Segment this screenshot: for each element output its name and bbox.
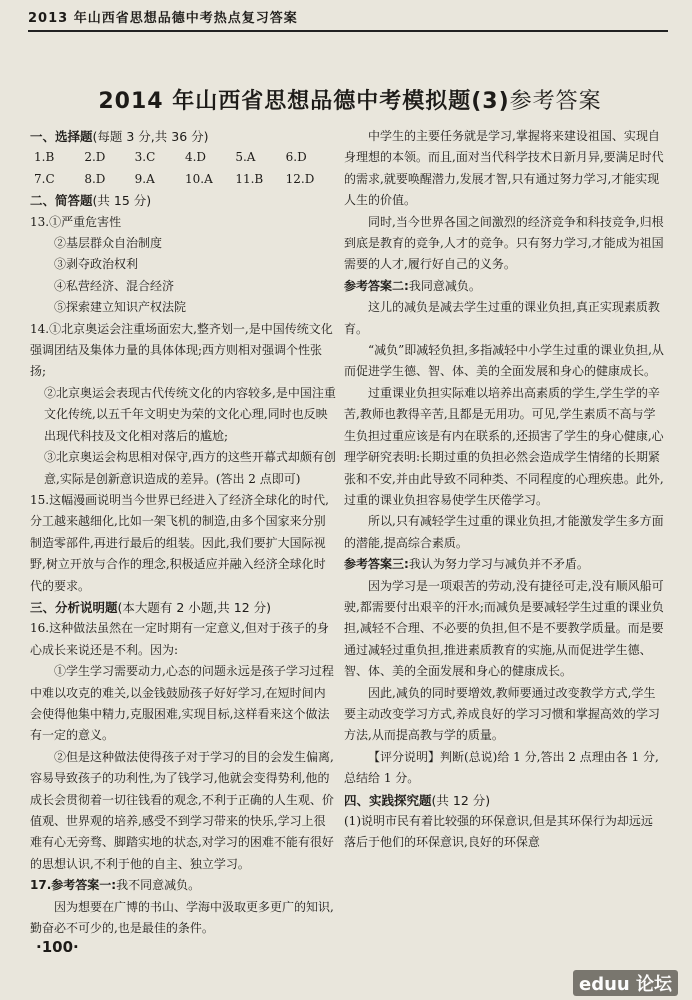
answer-item: 8.D [84, 171, 106, 186]
section-choice: 一、选择题(每题 3 分,共 36 分) [30, 129, 209, 144]
q17-answer: 17.参考答案一:我不同意减负。 [30, 878, 201, 893]
running-header: 2013 年山西省思想品德中考热点复习答案 [28, 8, 668, 32]
choice-answers [30, 147, 336, 190]
watermark-logo: eduu 论坛 [573, 970, 678, 996]
q13-line: ③剥夺政治权利 [54, 257, 139, 272]
answer-two: 参考答案二:我同意减负。 [344, 278, 481, 293]
q16-point: ②但是这种做法使得孩子对于学习的目的会发生偏离,容易导致孩子的功利性,为了钱学习,他就会变得势利,他的成长会贯彻着一切往钱看的观念,不利于正确的人生观、价值观、世界观的培养,感受不到学习带来的快乐,学习上很难有心无旁骛、脚踏实地的状态,对学习的困难不能有很好的思想认识,不利于他的自主、独立学习。 [30, 749, 334, 871]
answer-item: 2.D [84, 150, 106, 165]
paragraph: “减负”即减轻负担,多指减轻中小学生过重的课业负担,从而促进学生德、智、体、美的全面发展和身心的健康成长。 [344, 343, 664, 379]
paragraph: 中学生的主要任务就是学习,掌握将来建设祖国、实现自身理想的本领。而且,面对当代科学技术日新月异,要满足时代的需求,就要唤醒潜力,发展才智,只有通过努力学习,才能实现人生的价值。 [344, 129, 664, 208]
paragraph: 过重课业负担实际难以培养出高素质的学生,学生学的辛苦,教师也教得辛苦,且都是无用功。可见,学生素质不高与学生负担过重应该是有内在联系的,还损害了学生的身心健康,心理学研究表明:长期过重的负担必然会造成学生情绪的长期紧张和不安,并由此导致不同种类、不同程度的心理疾患。此外,过重的课业负担容易使学生厌倦学习。 [344, 385, 664, 507]
q13-line: ⑤探索建立知识产权法院 [54, 300, 187, 315]
paragraph: 所以,只有减轻学生过重的课业负担,才能激发学生多方面的潜能,提高综合素质。 [344, 514, 664, 550]
q14-point: ③北京奥运会构思相对保守,西方的这些开幕式却颇有创意,实际是创新意识造成的差异。(答出 2 点即可) [44, 450, 336, 486]
section-practice: 四、实践探究题(共 12 分) [344, 792, 491, 808]
right-column [344, 126, 664, 854]
q13-line: ④私营经济、混合经济 [54, 278, 175, 293]
scoring-note: 【评分说明】判断(总说)给 1 分,答出 2 点理由各 1 分,总结给 1 分。 [344, 749, 659, 786]
answer-item: 1.B [34, 150, 55, 165]
paragraph: 这儿的减负是减去学生过重的课业负担,真正实现素质教育。 [344, 300, 660, 336]
answer-item: 7.C [34, 171, 55, 186]
answer-item: 6.D [285, 150, 307, 165]
practice-q1: (1)说明市民有着比较强的环保意识,但是其环保行为却远远落后于他们的环保意识,良好的环保意 [344, 814, 653, 850]
answer-item: 4.D [184, 150, 207, 165]
answer-three: 参考答案三:我认为努力学习与减负并不矛盾。 [344, 557, 589, 572]
answer-item: 9.A [134, 171, 155, 186]
q16-intro: 16.这种做法虽然在一定时期有一定意义,但对于孩子的身心成长来说还是不利。因为: [30, 621, 329, 657]
q15-answer: 15.这幅漫画说明当今世界已经进入了经济全球化的时代,分工越来越细化,比如一架飞机的制造,由多个国家来分别制造零部件,再进行最后的组装。因此,我们要扩大国际视野,树立开放与合作的理念,积极适应并融入经济全球化时代的要求。 [30, 492, 329, 593]
q16-point: ①学生学习需要动力,心态的问题永远是孩子学习过程中难以攻克的难关,以金钱鼓励孩子好好学习,在短时间内会使得他集中精力,克服困难,实现目标,这样看来这个做法有一定的意义。 [30, 664, 334, 743]
title-suffix: 参考答案 [509, 89, 602, 114]
q17-body: 因为想要在广博的书山、学海中汲取更多更广的知识,勤奋必不可少的,也是最佳的条件。 [30, 899, 334, 936]
q13-line: 13.①严重危害性 [30, 214, 122, 229]
section-short-answer: 二、简答题(共 15 分) [30, 193, 152, 209]
page-number: ·100· [36, 938, 79, 956]
paragraph: 同时,当今世界各国之间激烈的经济竞争和科技竞争,归根到底是教育的竞争,人才的竞争。只有努力学习,才能成为祖国需要的人才,履行好自己的义务。 [344, 214, 664, 272]
answer-item: 10.A [184, 171, 213, 186]
q14-point: ②北京奥运会表现古代传统文化的内容较多,是中国注重文化传统,以五千年文明史为荣的文化心理,同时也反映出现代科技及文化相对落后的尴尬; [44, 385, 336, 443]
answer-item: 12.D [285, 171, 315, 186]
page-title [30, 84, 670, 115]
q13-line: ②基层群众自治制度 [54, 236, 163, 251]
paragraph: 因此,减负的同时要增效,教师要通过改变教学方式,学生要主动改变学习方式,养成良好的学习习惯和掌握高效的学习方法,从而提高教与学的质量。 [344, 685, 660, 743]
answer-item: 3.C [134, 150, 156, 165]
answer-item: 11.B [235, 171, 264, 186]
q14-point: 14.①北京奥运会注重场面宏大,整齐划一,是中国传统文化强调团结及集体力量的具体体现;西方则相对强调个性张扬; [30, 321, 333, 379]
section-analysis: 三、分析说明题(本大题有 2 小题,共 12 分) [30, 599, 271, 615]
answer-item: 5.A [235, 150, 256, 165]
left-column [30, 126, 336, 939]
title-main: 2014 年山西省思想品德中考模拟题(3) [98, 89, 510, 114]
paragraph: 因为学习是一项艰苦的劳动,没有捷径可走,没有顺风船可驶,都需要付出艰辛的汗水;而减负是要减轻学生过重的课业负担,减轻不合理、不必要的负担,但不是不要教学质量。而是要通过减轻过重负担,推进素质教育的实施,从而促进学生德、智、体、美的全面发展和身心的健康成长。 [344, 578, 664, 679]
